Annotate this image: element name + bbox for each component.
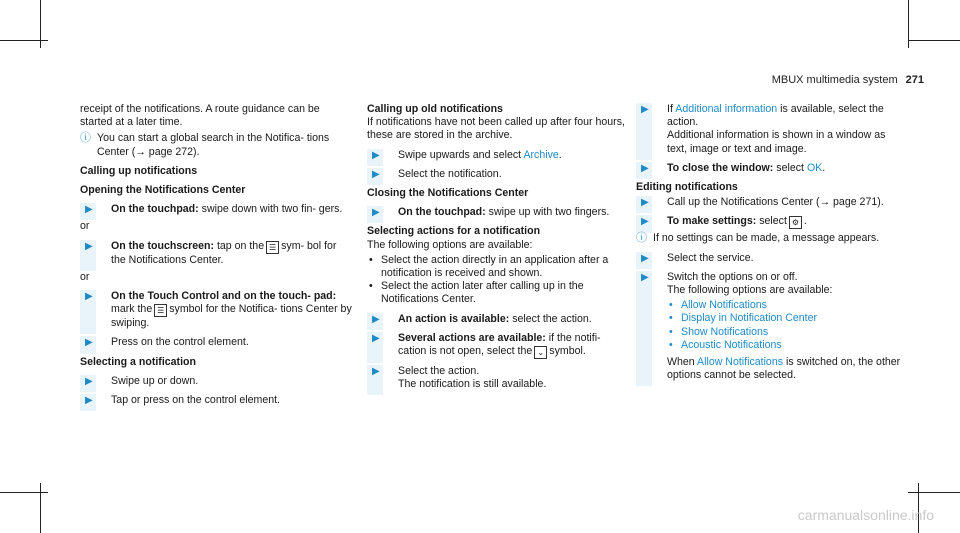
- step-text: Press on the control element.: [111, 336, 249, 349]
- menu-item-archive[interactable]: Archive: [523, 148, 559, 161]
- step: [636, 252, 906, 265]
- arrow-icon: ▶: [372, 313, 380, 325]
- step-text: select: [759, 215, 787, 228]
- step: [367, 332, 629, 359]
- crop-mark: [0, 492, 48, 493]
- step-text: is switched on, the other options cannot be selected.: [667, 356, 901, 382]
- step: [80, 203, 352, 216]
- arrow-icon: ▶: [372, 332, 380, 344]
- heading: Selecting actions for a notification: [367, 225, 541, 238]
- option-allow-notifications-ref: Allow Notifications: [697, 356, 784, 369]
- crop-mark: [908, 40, 960, 41]
- step: [367, 168, 629, 181]
- watermark: carmanualsonline.info: [797, 507, 934, 523]
- step: [80, 290, 352, 330]
- arrow-icon: ▶: [372, 366, 380, 378]
- step-text: if the notifi- cation is not open, select the: [398, 331, 601, 358]
- arrow-icon: ▶: [641, 271, 649, 283]
- step-text: mark the: [111, 303, 153, 316]
- step-text: tap on the: [216, 239, 265, 252]
- header-title: MBUX multimedia system: [771, 74, 898, 86]
- step: [367, 365, 629, 391]
- arrow-icon: ▶: [85, 291, 93, 303]
- crop-mark: [908, 492, 960, 493]
- step-text: If: [667, 103, 673, 115]
- step: [636, 215, 906, 229]
- or-text: or: [80, 220, 90, 233]
- step-label: On the Touch Control and on the touch- pad:: [111, 290, 337, 303]
- bullet-list: [667, 299, 906, 352]
- arrow-icon: ▶: [641, 104, 649, 115]
- step: [367, 206, 629, 219]
- step-label: On the touchpad:: [398, 206, 486, 219]
- step-text: symbol for the Notifica- tions Center by swiping.: [111, 303, 352, 330]
- heading: Selecting a notification: [80, 355, 196, 368]
- step-text: symbol.: [549, 345, 586, 358]
- notification-center-icon: ☰: [266, 241, 279, 254]
- arrow-icon: ▶: [85, 204, 93, 216]
- paragraph: The following options are available:: [367, 238, 533, 251]
- step-text: Select the notification.: [398, 167, 502, 180]
- column-2: [367, 103, 629, 391]
- arrow-icon: ▶: [85, 375, 93, 387]
- step-text: .: [558, 148, 562, 161]
- paragraph: [667, 356, 906, 382]
- step-label: To close the window:: [667, 161, 774, 174]
- step-text: When: [667, 356, 695, 369]
- step: [80, 394, 352, 407]
- page-header: [772, 74, 924, 86]
- step-text: The notification is still available.: [398, 378, 547, 391]
- step-text: swipe up with two fingers.: [488, 206, 610, 219]
- bullet-list: [367, 254, 629, 307]
- option-acoustic-notifications[interactable]: • Acoustic Notifications: [667, 339, 906, 352]
- arrow-icon: ▶: [372, 168, 380, 180]
- step: [80, 240, 352, 267]
- step-text: select: [776, 161, 804, 174]
- option-allow-notifications[interactable]: • Allow Notifications: [667, 299, 906, 312]
- notification-center-icon: ☰: [154, 304, 167, 317]
- step: [80, 336, 352, 349]
- step-text: Tap or press on the control element.: [111, 394, 281, 407]
- step: [636, 103, 906, 156]
- step-text: Select the service.: [667, 251, 754, 264]
- heading: Calling up old notifications: [367, 103, 503, 115]
- arrow-icon: ▶: [641, 162, 649, 174]
- step-text: select the action.: [512, 312, 592, 325]
- chevron-down-icon: ⌄: [534, 346, 547, 359]
- step-text: Additional information is shown in a window as text, image or text and image.: [667, 129, 886, 155]
- heading: Calling up notifications: [80, 164, 198, 177]
- step-text: Call up the Notifications Center (→ page 271).: [667, 196, 884, 209]
- note: [80, 132, 352, 158]
- step: [367, 149, 629, 162]
- heading: Editing notifications: [636, 181, 738, 194]
- step-text: Select the action.: [398, 365, 480, 378]
- option-display-in-notification-center[interactable]: • Display in Notification Center: [667, 312, 906, 325]
- step-text: The following options are available:: [667, 284, 833, 297]
- step-label: Several actions are available:: [398, 331, 546, 344]
- arrow-icon: ▶: [641, 197, 649, 209]
- page-number: 271: [905, 74, 924, 86]
- step-text: Switch the options on or off.: [667, 270, 798, 283]
- paragraph: If notifications have not been called up after four hours, these are stored in the archive.: [367, 116, 625, 142]
- step: [636, 271, 906, 383]
- list-item: • Select the action later after calling up in the Notifications Center.: [367, 280, 629, 306]
- crop-mark: [0, 40, 48, 41]
- list-item: • Select the action directly in an application after a notification is received and shown.: [367, 254, 629, 280]
- step: [367, 313, 629, 326]
- menu-item-additional-information[interactable]: Additional information: [675, 103, 778, 115]
- step-text: Swipe upwards and select: [398, 148, 522, 161]
- arrow-icon: ▶: [372, 207, 380, 219]
- arrow-icon: ▶: [85, 240, 93, 252]
- step-label: To make settings:: [667, 215, 757, 228]
- note-text: You can start a global search in the Notifica- tions Center (→ page 272).: [97, 132, 330, 158]
- ok-button[interactable]: OK: [806, 161, 823, 174]
- arrow-icon: ▶: [372, 149, 380, 161]
- heading: Opening the Notifications Center: [80, 184, 246, 197]
- heading: Closing the Notifications Center: [367, 187, 529, 200]
- step-label: An action is available:: [398, 312, 510, 325]
- step-text: .: [803, 215, 807, 228]
- step-text: is available, select the action.: [667, 103, 884, 129]
- step-label: On the touchscreen:: [111, 239, 215, 252]
- step-text: sym- bol for the Notifications Center.: [111, 239, 337, 266]
- gear-icon: ⚙: [789, 216, 802, 229]
- arrow-icon: ▶: [641, 252, 649, 264]
- step: [636, 162, 906, 175]
- arrow-icon: ▶: [85, 395, 93, 407]
- crop-mark: [40, 483, 41, 533]
- step-text: .: [822, 161, 826, 174]
- arrow-icon: ▶: [85, 337, 93, 349]
- step-label: On the touchpad:: [111, 203, 199, 216]
- step-text: Swipe up or down.: [111, 374, 199, 387]
- column-1: [80, 103, 352, 407]
- arrow-icon: ▶: [641, 216, 649, 228]
- note-text: If no settings can be made, a message appears.: [653, 232, 880, 245]
- info-icon: ⓘ: [80, 132, 91, 145]
- step-text: swipe down with two fin- gers.: [201, 203, 343, 216]
- column-3: [636, 103, 906, 382]
- note: [636, 232, 906, 245]
- step: [80, 375, 352, 388]
- option-show-notifications[interactable]: • Show Notifications: [667, 326, 906, 339]
- info-icon: ⓘ: [636, 232, 647, 245]
- paragraph: receipt of the notifications. A route guidance can be started at a later time.: [80, 103, 320, 129]
- step: [636, 196, 906, 209]
- or-text: or: [80, 270, 90, 283]
